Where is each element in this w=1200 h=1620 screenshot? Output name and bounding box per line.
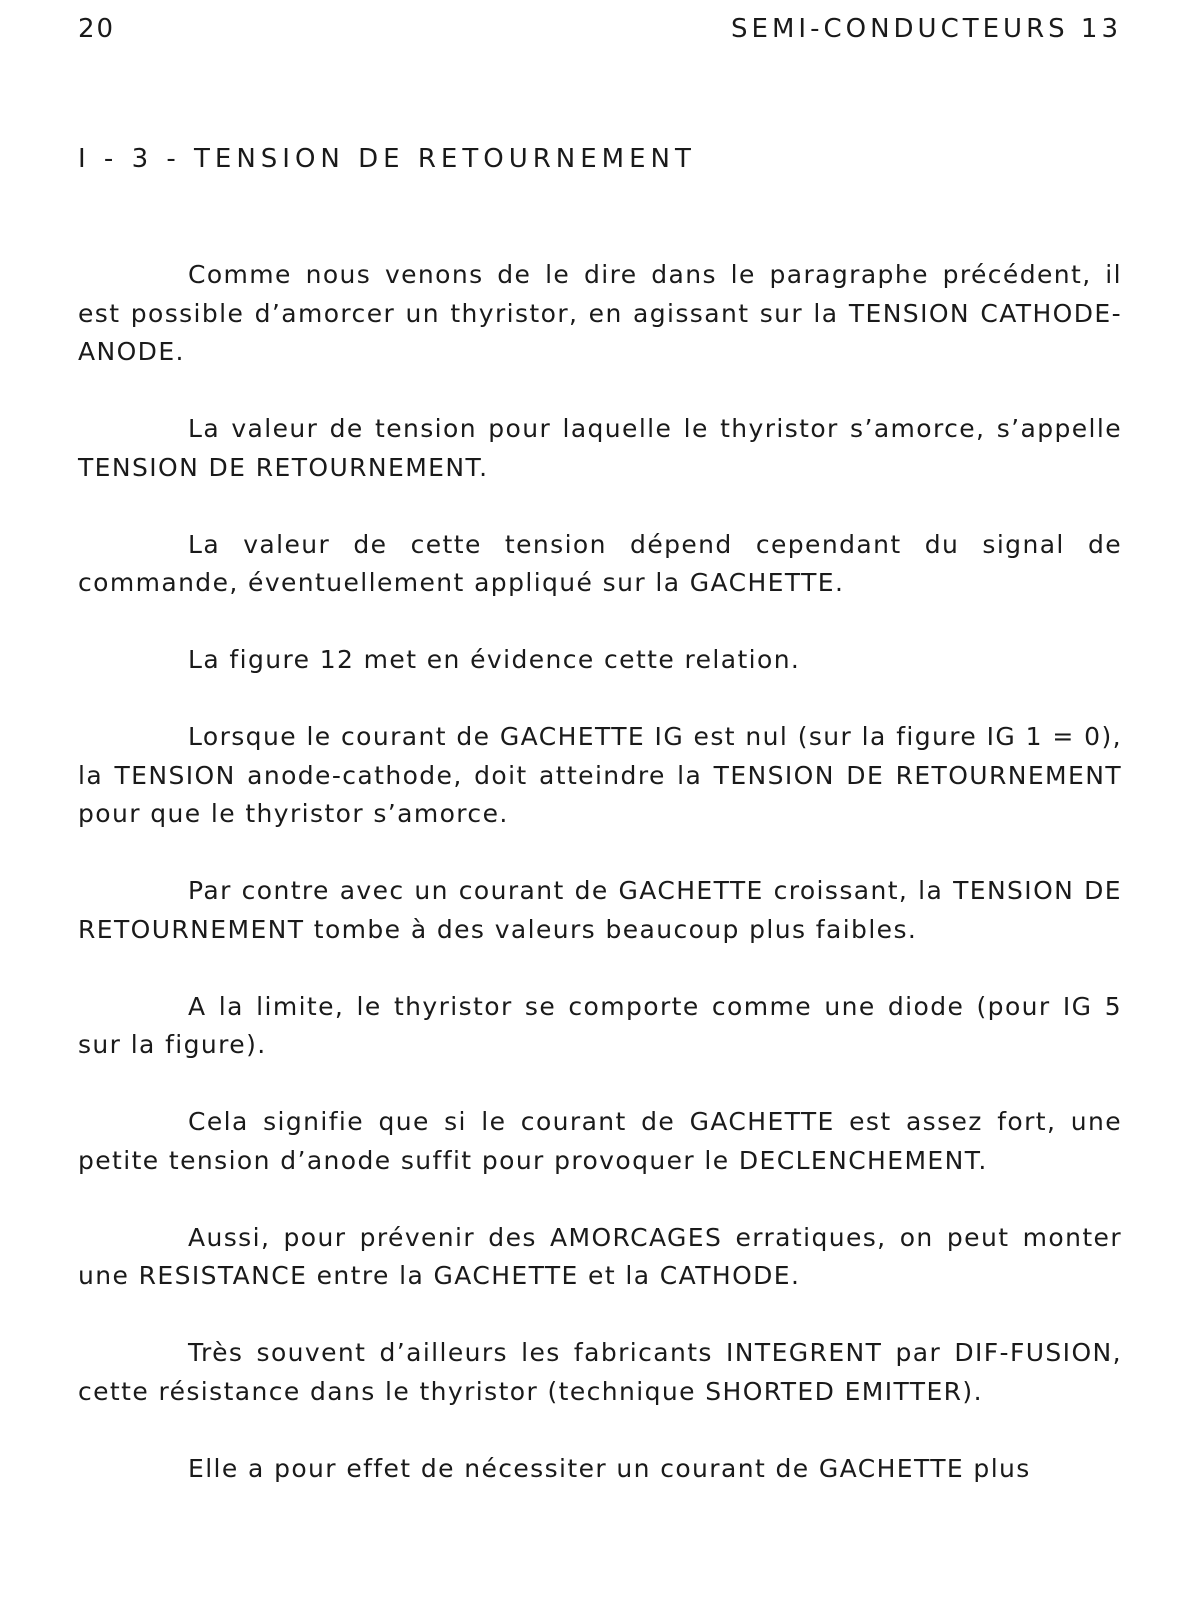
page-header — [78, 14, 1122, 54]
paragraph: La figure 12 met en évidence cette relation. — [188, 645, 801, 674]
paragraph: Par contre avec un courant de GACHETTE croissant, la TENSION DE RETOURNEMENT tombe à des valeurs beaucoup plus faibles. — [78, 876, 1122, 944]
paragraph: Aussi, pour prévenir des AMORCAGES erratiques, on peut monter une RESISTANCE entre la GACHETTE et la CATHODE. — [78, 1222, 1122, 1290]
paragraph: La valeur de tension pour laquelle le thyristor s’amorce, s’appelle TENSION DE RETOURNEMENT. — [78, 414, 1122, 482]
paragraph: Comme nous venons de le dire dans le paragraphe précédent, il est possible d’amorcer un thyristor, en agissant sur la TENSION CATHODE-ANODE. — [78, 260, 1122, 366]
body-text — [78, 256, 1122, 1527]
paragraph: La valeur de cette tension dépend cependant du signal de commande, éventuellement appliqué sur la GACHETTE. — [78, 529, 1122, 597]
paragraph: A la limite, le thyristor se comporte comme une diode (pour IG 5 sur la figure). — [78, 991, 1122, 1059]
paragraph: Cela signifie que si le courant de GACHETTE est assez fort, une petite tension d’anode suffit pour provoquer le DECLENCHEMENT. — [78, 1107, 1122, 1175]
paragraph: Elle a pour effet de nécessiter un courant de GACHETTE plus — [188, 1453, 1031, 1483]
running-title: SEMI-CONDUCTEURS 13 — [731, 14, 1122, 44]
page-number: 20 — [78, 14, 116, 44]
paragraph: Très souvent d’ailleurs les fabricants INTEGRENT par DIF-FUSION, cette résistance dans le thyristor (technique SHORTED EMITTER). — [78, 1338, 1122, 1406]
section-title: I - 3 - TENSION DE RETOURNEMENT — [78, 144, 696, 174]
paragraph: Lorsque le courant de GACHETTE IG est nul (sur la figure IG 1 = 0), la TENSION anode-cathode, doit atteindre la TENSION DE RETOURNEMENT pour que le thyristor s’amorce. — [78, 722, 1122, 828]
